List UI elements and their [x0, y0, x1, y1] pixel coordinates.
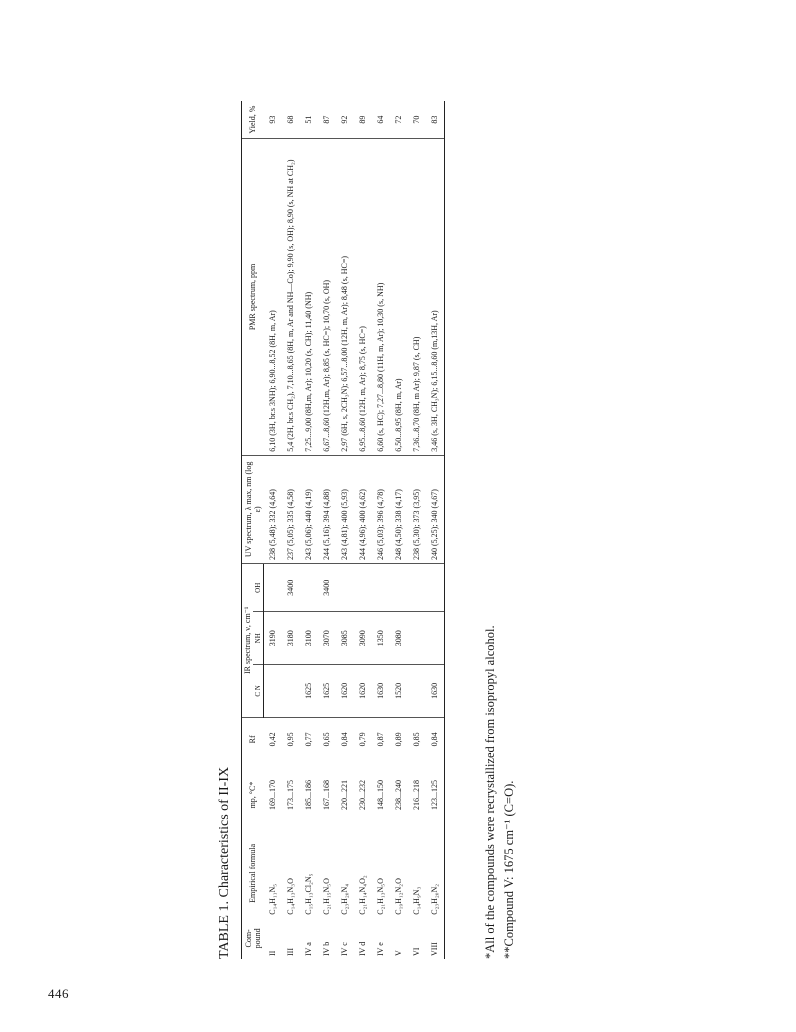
characteristics-table	[241, 101, 445, 959]
cell-compound: V	[393, 950, 403, 956]
table-caption: TABLE 1. Characteristics of II-IX	[217, 766, 232, 959]
cell-yield: 93	[264, 101, 282, 139]
rotated-table-block	[217, 95, 525, 965]
table-row	[354, 101, 372, 959]
cell-ir-cn: 1520	[390, 665, 408, 718]
cell-yield: 68	[282, 101, 300, 139]
table-footnotes	[481, 625, 519, 959]
cell-ir-oh	[408, 564, 426, 612]
cell-rf: 0,79	[357, 732, 367, 747]
cell-rf: 0,65	[321, 732, 331, 747]
cell-uv: 243 (5,06); 440 (4,19)	[300, 455, 318, 563]
cell-ir-cn: 1620	[354, 665, 372, 718]
cell-compound: III	[285, 948, 295, 956]
cell-mp: 167...168	[321, 780, 331, 811]
header-mp: mp, °C*	[242, 761, 264, 829]
cell-ir-oh	[372, 564, 390, 612]
cell-formula: C₁₄H₉N₃	[411, 886, 421, 915]
cell-yield: 92	[336, 101, 354, 139]
footnote: *All of the compounds were recrystallized from isopropyl alcohol.	[483, 625, 497, 959]
cell-uv: 248 (4,50); 338 (4,17)	[390, 455, 408, 563]
cell-yield: 70	[408, 101, 426, 139]
cell-uv: 240 (5,25); 340 (4,67)	[426, 455, 445, 563]
header-rf: Rf	[242, 717, 264, 761]
cell-formula: C₁₅H₁₃Cl₂N₅	[303, 873, 313, 915]
cell-uv: 238 (5,48); 332 (4,64)	[264, 455, 282, 563]
cell-ir-oh: 3400	[318, 564, 336, 612]
cell-ir-nh: 1350	[372, 612, 390, 665]
cell-mp: 230...232	[357, 780, 367, 811]
cell-ir-oh	[300, 564, 318, 612]
cell-compound: IV d	[357, 941, 367, 956]
cell-pmr: 6,10 (3H, br.s 3NH); 6,90...8,52 (8H, m, Ar)	[264, 139, 282, 456]
cell-mp: 220...221	[339, 780, 349, 811]
cell-ir-oh	[264, 564, 282, 612]
table-row	[318, 101, 336, 959]
cell-compound: VI	[411, 947, 421, 956]
cell-ir-nh: 3180	[282, 612, 300, 665]
cell-yield: 72	[390, 101, 408, 139]
cell-pmr: 6,50...8,95 (8H, m, Ar)	[390, 139, 408, 456]
header-ir-oh: OH	[253, 564, 264, 612]
cell-mp: 123...125	[426, 761, 445, 829]
cell-ir-cn: 1630	[426, 665, 445, 718]
cell-pmr: 6,95...8,60 (12H, m, Ar); 8,75 (s, HC=)	[354, 139, 372, 456]
cell-yield: 83	[426, 101, 445, 139]
footnote: **Compound V: 1675 cm⁻¹ (C=O).	[502, 780, 516, 959]
cell-compound: II	[267, 950, 277, 956]
header-pmr-spectrum: PMR spectrum, ppm	[242, 139, 264, 456]
cell-pmr: 3,46 (s, 3H, CH₃N); 6,15...8,60 (m,13H, Ar)	[426, 139, 445, 456]
cell-rf: 0,89	[393, 732, 403, 747]
cell-ir-cn	[264, 665, 282, 718]
cell-pmr: 6,67...8,60 (12H,m, Ar); 8,85 (s, HC=); 10,70 (s, OH)	[318, 139, 336, 456]
cell-yield: 87	[318, 101, 336, 139]
cell-formula: C₂₁H₁₄N₄O₂	[357, 875, 367, 915]
table-row	[372, 101, 390, 959]
table-row	[300, 101, 318, 959]
cell-mp: 148...150	[375, 780, 385, 811]
cell-rf: 0,84	[339, 732, 349, 747]
cell-rf: 0,42	[267, 732, 277, 747]
cell-ir-nh	[408, 612, 426, 665]
cell-ir-cn: 1630	[372, 665, 390, 718]
cell-ir-nh: 3070	[318, 612, 336, 665]
cell-ir-cn	[282, 665, 300, 718]
cell-ir-cn: 1625	[300, 665, 318, 718]
cell-pmr: 6,60 (s, HC); 7,27...8,80 (11H, m, Ar); 10,30 (s, NH)	[372, 139, 390, 456]
cell-pmr: 5,4 (2H, br.s CH₂), 7,10...8,65 (8H, m, Ar and NH—Co); 9,90 (s, OH); 8,90 (s, NH at CH₂)	[282, 139, 300, 456]
cell-yield: 89	[354, 101, 372, 139]
cell-mp: 173...175	[285, 780, 295, 811]
table-row	[390, 101, 408, 959]
cell-uv: 238 (5,30); 373 (3,95)	[408, 455, 426, 563]
cell-yield: 64	[372, 101, 390, 139]
cell-formula: C₂₃H₂₀N₄	[339, 883, 349, 915]
table-row	[264, 101, 282, 959]
cell-ir-nh: 3090	[354, 612, 372, 665]
cell-compound: VIII	[426, 918, 445, 959]
table-row	[336, 101, 354, 959]
cell-rf: 0,77	[303, 732, 313, 747]
table-row	[408, 101, 426, 959]
cell-ir-nh: 3085	[336, 612, 354, 665]
cell-rf: 0,95	[285, 732, 295, 747]
cell-uv: 244 (4,96); 400 (4,62)	[354, 455, 372, 563]
cell-formula: C₁₉H₁₂N₂O	[393, 878, 403, 915]
cell-uv: 246 (5,03); 396 (4,78)	[372, 455, 390, 563]
cell-mp: 169...170	[267, 780, 277, 811]
cell-formula: C₂₁H₁₃N₅O	[375, 878, 385, 915]
cell-compound: IV a	[303, 942, 313, 956]
table-row	[282, 101, 300, 959]
cell-ir-cn: 1625	[318, 665, 336, 718]
cell-compound: IV c	[339, 942, 349, 956]
cell-formula: C₂₁H₁₅N₅O	[321, 878, 331, 915]
header-compound: Com- pound	[242, 918, 264, 959]
cell-ir-oh	[426, 564, 445, 612]
header-formula: Empirical formula	[242, 829, 264, 918]
cell-ir-nh: 3100	[300, 612, 318, 665]
cell-ir-oh	[354, 564, 372, 612]
cell-yield: 51	[300, 101, 318, 139]
cell-formula: C₂₃H₂₀N₂	[426, 829, 445, 918]
cell-rf: 0,84	[426, 717, 445, 761]
header-ir-cn: C N	[253, 665, 264, 718]
page-number: 446	[48, 986, 69, 1001]
cell-formula: C₁₄H₁₁N₅	[267, 883, 277, 915]
cell-pmr: 7,25...9,00 (8H,m, Ar); 10,20 (s, CH); 11,40 (NH)	[300, 139, 318, 456]
cell-mp: 238...240	[393, 780, 403, 811]
cell-uv: 243 (4,81); 400 (5,93)	[336, 455, 354, 563]
cell-compound: IV e	[375, 942, 385, 956]
cell-ir-cn	[408, 665, 426, 718]
table-row	[426, 101, 445, 959]
cell-mp: 185...186	[303, 780, 313, 811]
cell-uv: 237 (5,05); 335 (4,58)	[282, 455, 300, 563]
cell-compound: IV b	[321, 941, 331, 956]
cell-ir-nh: 3190	[264, 612, 282, 665]
cell-ir-cn: 1620	[336, 665, 354, 718]
cell-rf: 0,85	[411, 732, 421, 747]
header-yield: Yield, %	[242, 101, 264, 139]
cell-ir-nh	[426, 612, 445, 665]
header-ir-spectrum: IR spectrum, ν, cm⁻¹	[242, 564, 254, 718]
header-ir-nh: NH	[253, 612, 264, 665]
cell-ir-oh	[336, 564, 354, 612]
cell-mp: 216...218	[411, 780, 421, 811]
cell-pmr: 7,36...8,70 (8H, m Ar); 9,87 (s, CH)	[408, 139, 426, 456]
cell-ir-nh: 3080	[390, 612, 408, 665]
cell-ir-oh: 3400	[282, 564, 300, 612]
cell-rf: 0,87	[375, 732, 385, 747]
cell-formula: C₁₄H₁₃N₃O	[285, 878, 295, 915]
cell-pmr: 2,97 (6H, s, 2CH₃N); 6,57...8,00 (12H, m, Ar); 8,48 (s, HC=)	[336, 139, 354, 456]
header-uv-spectrum: UV spectrum, λ max, nm (log ε)	[242, 455, 264, 563]
cell-ir-oh	[390, 564, 408, 612]
cell-uv: 244 (5,16); 394 (4,88)	[318, 455, 336, 563]
